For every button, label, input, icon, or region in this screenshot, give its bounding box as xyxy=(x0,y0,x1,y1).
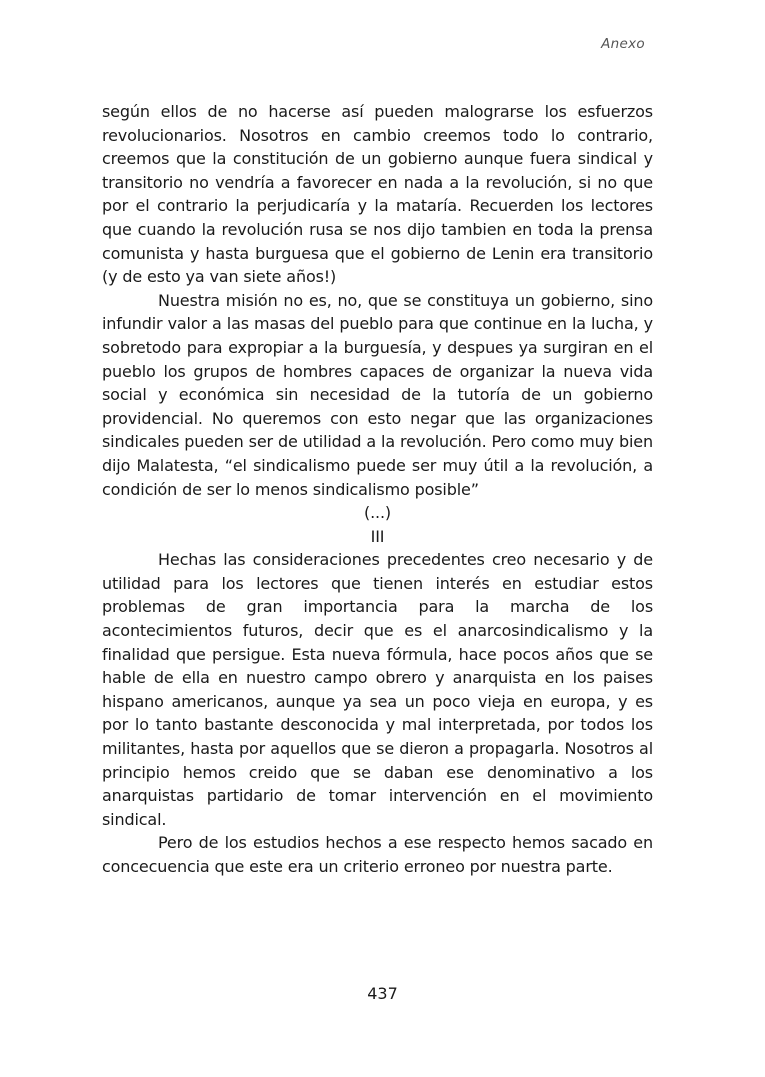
page-number: 437 xyxy=(367,984,398,1003)
running-header-title: Anexo xyxy=(601,36,645,52)
paragraph-mision: Nuestra misión no es, no, que se constituya un gobierno, sino infundir valor a las masas del pueblo para que continue en la lucha, y sobretodo para expropiar a la burguesía, y despues ya surgiran en el pueblo los grupos de hombres capaces de organizar la nueva vida social y económica sin necesidad de la tutoría de un gobierno providencial. No queremos con esto negar que las organizaciones sindicales pueden ser de utilidad a la revolución. Pero como muy bien dijo Malatesta, “el sindicalismo puede ser muy útil a la revolución, a condición de ser lo menos sindicalismo posible” xyxy=(102,290,653,499)
section-number: III xyxy=(370,526,385,546)
page-body xyxy=(102,100,653,879)
paragraph-estudios: Pero de los estudios hechos a ese respecto hemos sacado en concecuencia que este era un criterio erroneo por nuestra parte. xyxy=(102,833,653,876)
paragraph-consideraciones: Hechas las consideraciones precedentes creo necesario y de utilidad para los lectores que tienen interés en estudiar estos problemas de gran importancia para la marcha de los acontecimientos futuros, decir que es el anarcosindicalismo y la finalidad que persigue. Esta nueva fórmula, hace pocos años que se hable de ella en nuestro campo obrero y anarquista en los paises hispano americanos, aunque ya sea un poco vieja en europa, y es por lo tanto bastante desconocida y mal interpretada, por todos los militantes, hasta por aquellos que se dieron a propagarla. Nosotros al principio hemos creido que se daban ese denominativo a los anarquistas partidario de tomar intervención en el movimiento sindical. xyxy=(102,550,653,829)
ellipsis-marker: (...) xyxy=(364,503,391,523)
paragraph-continuation: según ellos de no hacerse así pueden malograrse los esfuerzos revolucionarios. Nosotros en cambio creemos todo lo contrario, creemos que la constitución de un gobierno aunque fuera sindical y transitorio no vendría a favorecer en nada a la revolución, si no que por el contrario la perjudicaría y la mataría. Recuerden los lectores que cuando la revolución rusa se nos dijo tambien en toda la prensa comunista y hasta burguesa que el gobierno de Lenin era transitorio (y de esto ya van siete años!) xyxy=(102,102,653,287)
